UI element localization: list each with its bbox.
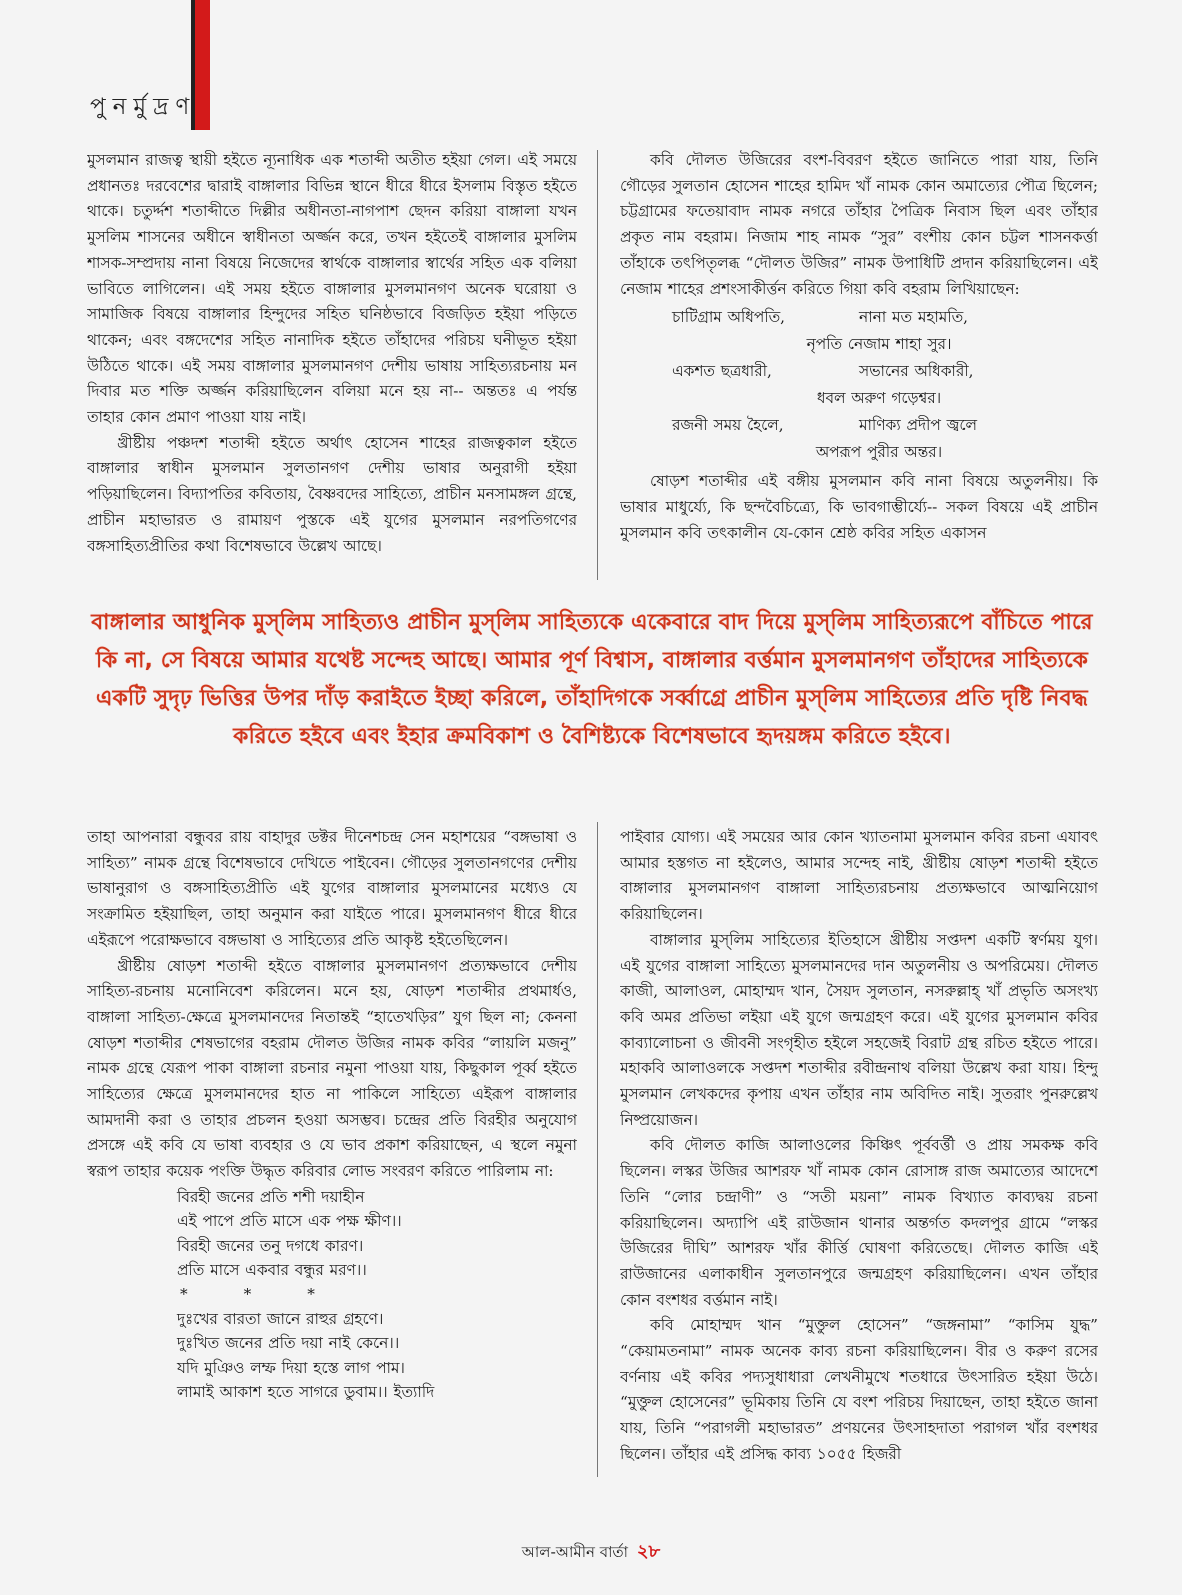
column-divider: [597, 150, 598, 580]
column-right-top: [620, 148, 1098, 588]
paragraph: বাঙ্গালার মুস্‌লিম সাহিত্যের ইতিহাসে খ্রীষ্টীয় সপ্তদশ একটি স্বর্ণময় যুগ। এই যুগের বাঙ্গালা সাহিত্যে মুসলমানদের দান অতুলনীয় ও অপরিমেয়। দৌলত কাজী, আলাওল, মোহাম্মদ খান, সৈয়দ সুলতান, নসরুল্লাহ্ খাঁ প্রভৃতি অসংখ্য কবি অমর প্রতিভা লইয়া এই যুগে জন্মগ্রহণ করে। এই যুগের মুসলমান কবির কাব্যালোচনা ও জীবনী সংগৃহীত হইলে সহজেই বিরাট গ্রন্থ রচিত হইতে পারে। মহাকবি আলাওলকে সপ্তদশ শতাব্দীর রবীন্দ্রনাথ বলিয়া উল্লেখ করা যায়। হিন্দু মুসলমান লেখকদের কৃপায় এখন তাঁহার নাম অবিদিত নাই। সুতরাং পুনরুল্লেখ নিষ্প্রয়োজন।: [620, 930, 1098, 1129]
poem-line: নানা মত মহামতি,: [859, 308, 969, 327]
paragraph: মুসলমান রাজত্ব স্থায়ী হইতে ন্যূনাধিক এক শতাব্দী অতীত হইয়া গেল। এই সময়ে প্রধানতঃ দরবেশের দ্বারাই বাঙ্গালার বিভিন্ন স্থানে ধীরে ধীরে ইসলাম বিস্তৃত হইতে থাকে। চতুর্দ্দশ শতাব্দীতে দিল্লীর অধীনতা-নাগপাশ ছেদন করিয়া বাঙ্গালা যখন মুসলিম শাসনের অধীনে স্বাধীনতা অর্জ্জন করে, তখন হইতেই বাঙ্গালার মুসলিম শাসক-সম্প্রদায় নানা বিষয়ে নিজেদের স্বার্থকে বাঙ্গালার স্বার্থের সহিত এক বলিয়া ভাবিতে লাগিলেন। এই সময় হইতে বাঙ্গালার মুসলমানগণ অনেক ঘরোয়া ও সামাজিক বিষয়ে বাঙ্গালার হিন্দুদের সহিত ঘনিষ্ঠভাবে বিজড়িত হইয়া পড়িতে থাকেন; এবং বঙ্গদেশের সহিত নানাদিক হইতে তাঁহাদের পরিচয় ঘনীভূত হইয়া উঠিতে থাকে। এই সময় বাঙ্গালার মুসলমানগণ দেশীয় ভাষায় সাহিত্যরচনায় মন দিবার মত শক্তি অর্জ্জন করিয়াছিলেন বলিয়া মনে হয় না-- অন্ততঃ এ পর্যন্ত তাহার কোন প্রমাণ পাওয়া যায় নাই।: [87, 151, 577, 427]
verse-line: দুঃখের বারতা জানে রাহুর গ্রহণে।: [177, 1309, 384, 1328]
page-number: ২৮: [636, 1541, 661, 1562]
column-left-bottom: [87, 825, 577, 1480]
poem-line: ধবল অরুণ গড়েশ্বর।: [816, 389, 942, 408]
paragraph: কবি দৌলত উজিরের বংশ-বিবরণ হইতে জানিতে পারা যায়, তিনি গৌড়ের সুলতান হোসেন শাহের হামিদ খাঁ নামক কোন অমাত্যের পৌত্র ছিলেন; চট্টগ্রামের ফতেয়াবাদ নামক নগরে তাঁহার পৈত্রিক নিবাস ছিল এবং তাঁহার প্রকৃত নাম বহরাম। নিজাম শাহ নামক “সুর” বংশীয় কোন চট্টল শাসনকর্ত্তা তাঁহাকে তৎপিতৃলব্ধ “দৌলত উজির” নামক উপাধিটি প্রদান করিয়াছিলেন। এই নেজাম শাহের প্রশংসাকীর্ত্তন করিতে গিয়া কবি বহরাম লিখিয়াছেন:: [620, 151, 1098, 298]
verse-separator: ***: [180, 1285, 371, 1304]
verse-line: এই পাপে প্রতি মাসে এক পক্ষ ক্ষীণ।।: [177, 1212, 402, 1231]
paragraph: তাহা আপনারা বন্ধুবর রায় বাহাদুর ডক্টর দীনেশচন্দ্র সেন মহাশয়ের “বঙ্গভাষা ও সাহিত্য” নামক গ্রন্থে বিশেষভাবে দেখিতে পাইবেন। গৌড়ের সুলতানগণের দেশীয় ভাষানুরাগ ও বঙ্গসাহিত্যপ্রীতি এই যুগের বাঙ্গালার মুসলমানের মধ্যেও যে সংক্রামিত হইয়াছিল, তাহা অনুমান করা যাইতে পারে। মুসলমানগণ ধীরে ধীরে এইরূপে পরোক্ষভাবে বঙ্গভাষা ও সাহিত্যের প্রতি আকৃষ্ট হইতেছিলেন।: [87, 828, 577, 949]
paragraph: খ্রীষ্টীয় পঞ্চদশ শতাব্দী হইতে অর্থাৎ হোসেন শাহের রাজত্বকাল হইতে বাঙ্গালার স্বাধীন মুসলমান সুলতানগণ দেশীয় ভাষার অনুরাগী হইয়া পড়িয়াছিলেন। বিদ্যাপতির কবিতায়, বৈষ্ণবদের সাহিত্যে, প্রাচীন মনসামঙ্গল গ্রন্থে, প্রাচীন মহাভারত ও রামায়ণ পুস্তকে এই যুগের মুসলমান নরপতিগণের বঙ্গসাহিত্যপ্রীতির কথা বিশেষভাবে উল্লেখ আছে।: [87, 433, 577, 555]
poem: [620, 304, 1098, 466]
verse-line: প্রতি মাসে একবার বন্ধুর মরণ।।: [177, 1261, 367, 1280]
verse-line: বিরহী জনের তনু দগধে কারণ।: [177, 1236, 364, 1255]
poem-line: একশত ছত্রধারী,: [672, 362, 772, 381]
paragraph: কবি মোহাম্মদ খান “মুক্তুল হোসেন” “জঙ্গনামা” “কাসিম যুদ্ধ” “কেয়ামতনামা” নামক অনেক কাব্য রচনা করিয়াছিলেন। বীর ও করুণ রসের বর্ণনায় এই কবির পদ্যসুধাধারা লেখনীমুখে শতধারে উৎসারিত হইয়া উঠে। “মুক্তুল হোসেনের” ভূমিকায় তিনি যে বংশ পরিচয় দিয়াছেন, তাহা হইতে জানা যায়, তিনি “পরাগলী মহাভারত” প্রণয়নের উৎসাহদাতা পরাগল খাঁর বংশধর ছিলেন। তাঁহার এই প্রসিদ্ধ কাব্য ১০৫৫ হিজরী: [620, 1316, 1098, 1463]
verse-quote: [87, 1185, 577, 1405]
paragraph: খ্রীষ্টীয় ষোড়শ শতাব্দী হইতে বাঙ্গালার মুসলমানগণ প্রত্যক্ষভাবে দেশীয় সাহিত্য-রচনায় মনোনিবেশ করিলেন। মনে হয়, ষোড়শ শতাব্দীর প্রথমার্ধও, বাঙ্গালা সাহিত্য-ক্ষেত্রে মুসলমানদের নিতান্তই “হাতেখড়ির” যুগ ছিল না; কেননা ষোড়শ শতাব্দীর শেষভাগের বহরাম দৌলত উজির নামক কবির “লায়লি মজনু” নামক গ্রন্থে যেরূপ পাকা বাঙ্গালা রচনার নমুনা পাওয়া যায়, কিছুকাল পূর্ব্ব হইতে সাহিত্যের ক্ষেত্রে মুসলমানদের হাত না পাকিলে সাহিত্যে এইরূপ বাঙ্গালার আমদানী করা ও তাহার প্রচলন হওয়া অসম্ভব। চন্দ্রের প্রতি বিরহীর অনুযোগ প্রসঙ্গে এই কবি যে ভাষা ব্যবহার ও যে ভাব প্রকাশ করিয়াছেন, এ স্থলে নমুনা স্বরূপ তাহার কয়েক পংক্তি উদ্ধৃত করিবার লোভ সংবরণ করিতে পারিলাম না:: [87, 956, 577, 1181]
paragraph: পাইবার যোগ্য। এই সময়ের আর কোন খ্যাতনামা মুসলমান কবির রচনা এযাবৎ আমার হস্তগত না হইলেও, আমার সন্দেহ নাই, খ্রীষ্টীয় ষোড়শ শতাব্দী হইতে বাঙ্গালার মুসলমানগণ বাঙ্গালা সাহিত্যরচনায় প্রত্যক্ষভাবে আত্মনিয়োগ করিয়াছিলেন।: [620, 828, 1098, 924]
verse-line: লামাই আকাশ হতে সাগরে ডুবাম।। ইত্যাদি: [177, 1383, 435, 1402]
verse-line: দুঃখিত জনের প্রতি দয়া নাই কেনে।।: [177, 1334, 400, 1353]
column-left-top: [87, 148, 577, 588]
poem-line: অপরূপ পুরীর অন্তর।: [815, 443, 943, 462]
poem-line: চাটিগ্রাম অধিপতি,: [672, 308, 785, 327]
page-footer: [0, 1537, 1182, 1568]
section-label: পুনর্মুদ্রণ: [90, 94, 197, 120]
publication-name: আল-আমীন বার্তা: [521, 1543, 629, 1561]
paragraph: কবি দৌলত কাজি আলাওলের কিঞ্চিৎ পূর্ববর্ত্তী ও প্রায় সমকক্ষ কবি ছিলেন। লস্কর উজির আশরফ খাঁ নামক কোন রোসাঙ্গ রাজ অমাত্যের আদেশে তিনি “লোর চন্দ্রাণী” ও “সতী ময়না” নামক বিখ্যাত কাব্যদ্বয় রচনা করিয়াছিলেন। অদ্যাপি এই রাউজান থানার অন্তর্গত কদলপুর গ্রামে “লস্কর উজিরের দীঘি” আশরফ খাঁর কীর্ত্তি ঘোষণা করিতেছে। দৌলত কাজি এই রাউজানের এলাকাধীন সুলতানপুরে জন্মগ্রহণ করিয়াছিলেন। এখন তাঁহার কোন বংশধর বর্ত্তমান নাই।: [620, 1136, 1098, 1309]
column-divider: [597, 822, 598, 1477]
column-right-bottom: [620, 825, 1098, 1480]
pull-quote: বাঙ্গালার আধুনিক মুস্‌লিম সাহিত্যও প্রাচীন মুস্‌লিম সাহিত্যকে একেবারে বাদ দিয়ে মুস্‌লিম সাহিত্যরূপে বাঁচিতে পারে কি না, সে বিষয়ে আমার যথেষ্ট সন্দেহ আছে। আমার পূর্ণ বিশ্বাস, বাঙ্গালার বর্ত্তমান মুসলমানগণ তাঁহাদের সাহিত্যকে একটি সুদৃঢ় ভিত্তির উপর দাঁড় করাইতে ইচ্ছা করিলে, তাঁহাদিগকে সর্ব্বাগ্রে প্রাচীন মুস্‌লিম সাহিত্যের প্রতি দৃষ্টি নিবদ্ধ করিতে হইবে এবং ইহার ক্রমবিকাশ ও বৈশিষ্ট্যকে বিশেষভাবে হৃদয়ঙ্গম করিতে হইবে।: [91, 610, 1093, 749]
poem-line: রজনী সময় হৈলে,: [672, 416, 784, 435]
poem-line: মাণিক্য প্রদীপ জ্বলে: [859, 416, 977, 435]
poem-line: সভানের অধিকারী,: [859, 362, 974, 381]
poem-line: নৃপতি নেজাম শাহা সুর।: [806, 335, 952, 354]
verse-line: যদি মুঞিও লম্ফ দিয়া হস্তে লাগ পাম।: [177, 1358, 405, 1377]
verse-line: বিরহী জনের প্রতি শশী দয়াহীন: [177, 1187, 365, 1206]
paragraph: ষোড়শ শতাব্দীর এই বঙ্গীয় মুসলমান কবি নানা বিষয়ে অতুলনীয়। কি ভাষার মাধুর্য্যে, কি ছন্দবৈচিত্র্যে, কি ভাবগাম্ভীর্য্যে-- সকল বিষয়ে এই প্রাচীন মুসলমান কবি তৎকালীন যে-কোন শ্রেষ্ঠ কবির সহিত একাসন: [620, 472, 1098, 542]
